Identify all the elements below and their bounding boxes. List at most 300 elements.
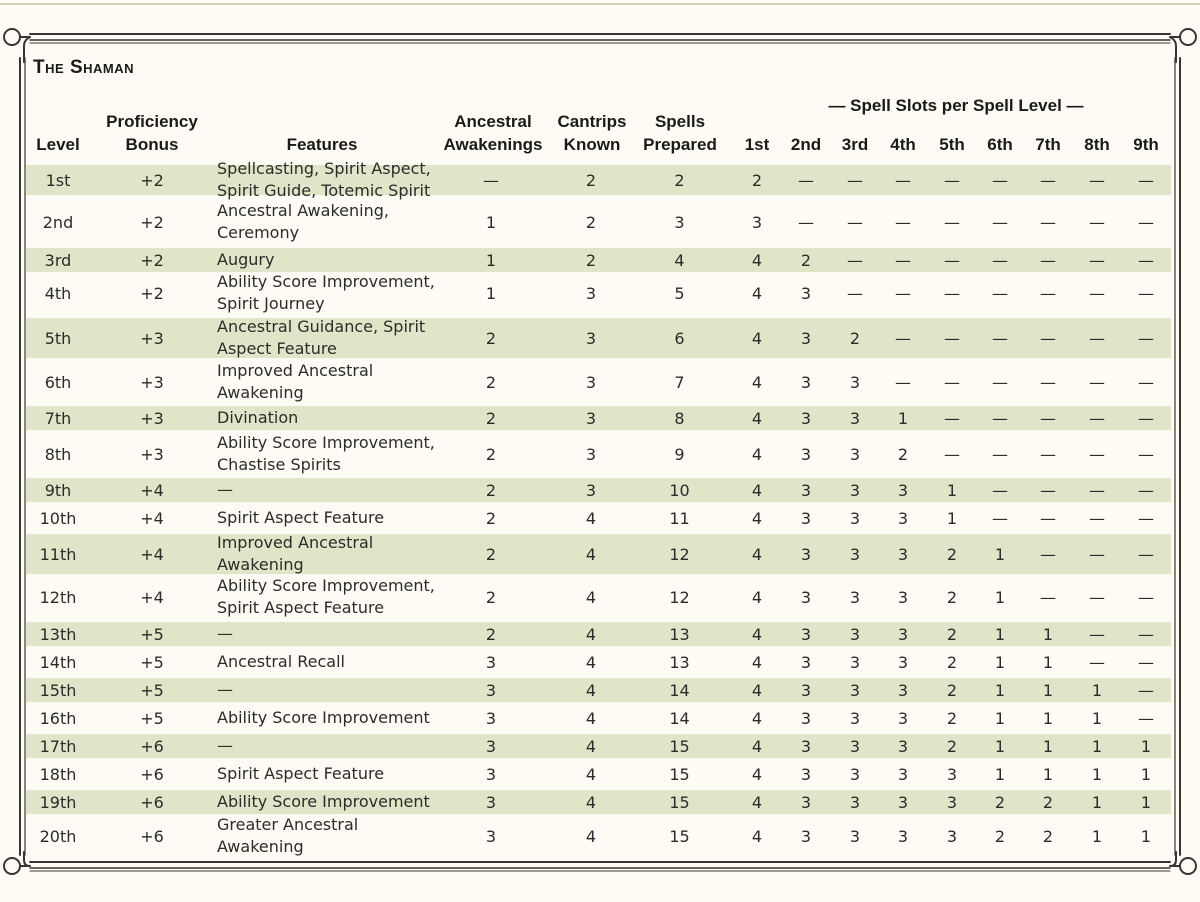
cell-spells: 7 — [674, 372, 685, 392]
cell-slot-1: 4 — [751, 444, 763, 464]
cell-slot-1: 4 — [751, 624, 763, 644]
cell-cantrips: 3 — [585, 480, 597, 500]
cell-spells: 9 — [674, 444, 685, 464]
cell-slot-8: — — [1089, 170, 1105, 190]
cell-slot-4: 3 — [897, 680, 909, 700]
cell-slot-8: — — [1089, 212, 1105, 232]
cell-slot-3: 3 — [849, 408, 861, 428]
cell-cantrips: 4 — [585, 508, 597, 528]
cell-slot-8: 1 — [1091, 792, 1103, 812]
cell-slot-3: 3 — [849, 372, 861, 392]
cell-level: 19th — [39, 792, 77, 812]
cell-ancestral: — — [483, 170, 499, 190]
cell-slot-6: 1 — [994, 652, 1006, 672]
cell-slot-9: — — [1138, 544, 1154, 564]
cell-features: — — [217, 679, 233, 699]
cell-slot-7: — — [1040, 408, 1056, 428]
cell-features: Improved Ancestral Awakening — [217, 532, 374, 574]
cell-cantrips: 2 — [585, 170, 597, 190]
cell-slot-3: 3 — [849, 736, 861, 756]
cell-prof: +3 — [140, 328, 164, 348]
cell-spells: 15 — [669, 792, 690, 812]
cell-slot-7: 1 — [1042, 624, 1054, 644]
table-row — [26, 678, 1171, 702]
cell-cantrips: 4 — [585, 624, 597, 644]
header-features: Features — [286, 135, 358, 154]
cell-cantrips: 3 — [585, 328, 597, 348]
cell-cantrips: 3 — [585, 372, 597, 392]
cell-slot-4: — — [895, 212, 911, 232]
cell-slot-2: 3 — [800, 708, 812, 728]
table-row — [26, 790, 1171, 814]
cell-slot-4: 3 — [897, 764, 909, 784]
cell-prof: +5 — [140, 708, 164, 728]
header-slot-5: 5th — [939, 135, 965, 154]
cell-slot-6: — — [992, 283, 1008, 303]
cell-spells: 14 — [669, 680, 690, 700]
cell-slot-3: 2 — [849, 328, 861, 348]
cell-slot-5: 2 — [946, 736, 958, 756]
cell-slot-7: — — [1040, 170, 1056, 190]
cell-spells: 15 — [669, 826, 690, 846]
cell-prof: +2 — [140, 170, 164, 190]
header-level: Level — [36, 135, 80, 154]
cell-prof: +5 — [140, 624, 164, 644]
cell-slot-3: 3 — [849, 652, 861, 672]
header-slot-8: 8th — [1084, 135, 1110, 154]
cell-cantrips: 2 — [585, 250, 597, 270]
cell-slot-1: 4 — [751, 283, 763, 303]
table-row — [26, 406, 1171, 430]
cell-slot-7: 1 — [1042, 652, 1054, 672]
cell-prof: +6 — [140, 736, 164, 756]
cell-slot-5: 2 — [946, 587, 958, 607]
table-row — [26, 158, 1171, 200]
cell-slot-4: 3 — [897, 826, 909, 846]
cell-slot-5: — — [944, 212, 960, 232]
cell-slot-2: 3 — [800, 652, 812, 672]
cell-slot-1: 4 — [751, 408, 763, 428]
cell-slot-6: 2 — [994, 826, 1006, 846]
cell-prof: +2 — [140, 283, 164, 303]
cell-spells: 12 — [669, 544, 690, 564]
cell-slot-6: 2 — [994, 792, 1006, 812]
cell-slot-9: — — [1138, 408, 1154, 428]
cell-slot-1: 4 — [751, 680, 763, 700]
cell-slot-8: — — [1089, 508, 1105, 528]
cell-slot-6: — — [992, 372, 1008, 392]
cell-level: 20th — [39, 826, 77, 846]
cell-slot-6: — — [992, 212, 1008, 232]
cell-cantrips: 4 — [585, 544, 597, 564]
cell-cantrips: 2 — [585, 212, 597, 232]
table-title: The Shaman — [33, 57, 134, 78]
cell-slot-6: 1 — [994, 544, 1006, 564]
table-row — [26, 318, 1171, 358]
cell-prof: +3 — [140, 372, 164, 392]
cell-slot-9: — — [1138, 170, 1154, 190]
cell-slot-6: — — [992, 170, 1008, 190]
cell-slot-3: 3 — [849, 708, 861, 728]
cell-ancestral: 3 — [485, 792, 497, 812]
cell-level: 4th — [44, 283, 72, 303]
header-slot-4: 4th — [890, 135, 916, 154]
cell-slot-9: — — [1138, 444, 1154, 464]
cell-features: Ability Score Improvement, Spirit Journey — [217, 271, 435, 313]
cell-slot-9: — — [1138, 480, 1154, 500]
cell-slot-4: 2 — [897, 444, 909, 464]
cell-slot-5: 2 — [946, 680, 958, 700]
cell-slot-2: 3 — [800, 444, 812, 464]
cell-slot-8: 1 — [1091, 736, 1103, 756]
table-row — [26, 762, 1171, 786]
cell-ancestral: 3 — [485, 826, 497, 846]
cell-features: Ancestral Guidance, Spirit Aspect Feature — [217, 316, 426, 358]
cell-slot-1: 4 — [751, 250, 763, 270]
cell-prof: +4 — [140, 508, 164, 528]
header-slot-7: 7th — [1035, 135, 1061, 154]
cell-slot-4: 3 — [897, 480, 909, 500]
cell-spells: 3 — [674, 212, 685, 232]
cell-slot-2: 3 — [800, 587, 812, 607]
cell-slot-7: 1 — [1042, 708, 1054, 728]
cell-cantrips: 4 — [585, 736, 597, 756]
cell-slot-7: — — [1040, 544, 1056, 564]
cell-slot-5: 1 — [946, 508, 958, 528]
cell-slot-3: — — [847, 283, 863, 303]
cell-slot-7: — — [1040, 372, 1056, 392]
cell-slot-5: — — [944, 170, 960, 190]
table-row — [26, 534, 1171, 574]
cell-slot-3: 3 — [849, 480, 861, 500]
cell-slot-9: — — [1138, 328, 1154, 348]
cell-slot-6: 1 — [994, 708, 1006, 728]
cell-slot-5: — — [944, 283, 960, 303]
cell-spells: 13 — [669, 624, 690, 644]
cell-slot-4: 3 — [897, 544, 909, 564]
cell-slot-1: 4 — [751, 372, 763, 392]
table-row — [26, 575, 1171, 617]
cell-slot-8: — — [1089, 408, 1105, 428]
cell-ancestral: 3 — [485, 652, 497, 672]
cell-slot-1: 4 — [751, 328, 763, 348]
table-row — [26, 478, 1171, 502]
cell-spells: 8 — [674, 408, 685, 428]
cell-slot-7: — — [1040, 328, 1056, 348]
cell-features: Greater Ancestral Awakening — [217, 814, 359, 856]
cell-slot-5: 2 — [946, 624, 958, 644]
spell-slots-header: — Spell Slots per Spell Level — — [828, 96, 1084, 115]
cell-slot-8: — — [1089, 250, 1105, 270]
cell-slot-3: 3 — [849, 764, 861, 784]
cell-cantrips: 4 — [585, 652, 597, 672]
cell-slot-6: — — [992, 480, 1008, 500]
cell-slot-7: 1 — [1042, 764, 1054, 784]
cell-slot-1: 2 — [751, 170, 763, 190]
cell-ancestral: 3 — [485, 764, 497, 784]
cell-slot-1: 4 — [751, 544, 763, 564]
cell-slot-8: — — [1089, 444, 1105, 464]
cell-slot-3: 3 — [849, 508, 861, 528]
cell-prof: +3 — [140, 408, 164, 428]
cell-slot-2: 3 — [800, 408, 812, 428]
cell-slot-2: 3 — [800, 508, 812, 528]
cell-level: 13th — [39, 624, 77, 644]
cell-slot-9: — — [1138, 708, 1154, 728]
cell-slot-5: 3 — [946, 764, 958, 784]
cell-cantrips: 4 — [585, 587, 597, 607]
cell-prof: +5 — [140, 680, 164, 700]
cell-prof: +4 — [140, 587, 164, 607]
cell-slot-2: 3 — [800, 624, 812, 644]
cell-slot-2: 3 — [800, 736, 812, 756]
cell-ancestral: 3 — [485, 708, 497, 728]
cell-slot-3: 3 — [849, 544, 861, 564]
cell-slot-5: — — [944, 328, 960, 348]
cell-slot-1: 4 — [751, 587, 763, 607]
cell-slot-3: 3 — [849, 680, 861, 700]
cell-prof: +6 — [140, 792, 164, 812]
cell-prof: +5 — [140, 652, 164, 672]
cell-prof: +4 — [140, 480, 164, 500]
cell-slot-8: — — [1089, 587, 1105, 607]
cell-slot-4: 3 — [897, 652, 909, 672]
cell-slot-1: 4 — [751, 480, 763, 500]
cell-slot-5: — — [944, 408, 960, 428]
cell-slot-3: — — [847, 170, 863, 190]
cell-slot-6: 1 — [994, 764, 1006, 784]
cell-cantrips: 4 — [585, 764, 597, 784]
cell-ancestral: 1 — [485, 212, 497, 232]
cell-slot-8: — — [1089, 328, 1105, 348]
cell-slot-7: 2 — [1042, 792, 1054, 812]
cell-slot-5: 1 — [946, 480, 958, 500]
table-row — [26, 502, 1171, 534]
cell-slot-6: 1 — [994, 624, 1006, 644]
cell-slot-9: 1 — [1140, 826, 1152, 846]
header-cantrips: Cantrips Known — [557, 112, 627, 154]
cell-slot-7: — — [1040, 250, 1056, 270]
cell-slot-6: 1 — [994, 736, 1006, 756]
cell-slot-8: — — [1089, 652, 1105, 672]
header-slot-1: 1st — [744, 135, 770, 154]
cell-ancestral: 2 — [485, 587, 497, 607]
cell-slot-8: — — [1089, 372, 1105, 392]
cell-slot-4: 3 — [897, 508, 909, 528]
cell-slot-1: 4 — [751, 826, 763, 846]
cell-slot-2: 3 — [800, 764, 812, 784]
cell-spells: 12 — [669, 587, 690, 607]
cell-slot-7: — — [1040, 508, 1056, 528]
cell-slot-1: 3 — [751, 212, 763, 232]
cell-slot-3: 3 — [849, 792, 861, 812]
cell-level: 8th — [44, 444, 72, 464]
cell-ancestral: 2 — [485, 444, 497, 464]
cell-level: 7th — [44, 408, 72, 428]
cell-slot-1: 4 — [751, 708, 763, 728]
cell-cantrips: 3 — [585, 408, 597, 428]
cell-slot-6: — — [992, 328, 1008, 348]
cell-slot-2: 3 — [800, 328, 812, 348]
cell-slot-9: 1 — [1140, 764, 1152, 784]
header-ancestral: Ancestral Awakenings — [443, 112, 543, 154]
cell-features: Ability Score Improvement — [217, 791, 430, 811]
cell-features: — — [217, 623, 233, 643]
cell-features: Augury — [217, 249, 275, 269]
cell-slot-9: — — [1138, 508, 1154, 528]
cell-slot-8: — — [1089, 624, 1105, 644]
cell-ancestral: 2 — [485, 544, 497, 564]
cell-prof: +6 — [140, 764, 164, 784]
cell-slot-3: 3 — [849, 444, 861, 464]
cell-features: Ability Score Improvement, Chastise Spirits — [217, 432, 435, 474]
table-row — [26, 434, 1171, 474]
cell-slot-2: 3 — [800, 372, 812, 392]
cell-slot-8: 1 — [1091, 680, 1103, 700]
cell-level: 5th — [44, 328, 72, 348]
cell-features: Spirit Aspect Feature — [217, 763, 385, 783]
cell-prof: +6 — [140, 826, 164, 846]
cell-features: Ability Score Improvement, Spirit Aspect Feature — [217, 575, 435, 617]
header-slot-2: 2nd — [790, 135, 822, 154]
cell-level: 3rd — [44, 250, 72, 270]
cell-slot-5: 2 — [946, 652, 958, 672]
cell-features: Spirit Aspect Feature — [217, 507, 385, 527]
table-row — [26, 622, 1171, 646]
cell-slot-2: — — [798, 170, 814, 190]
cell-slot-1: 4 — [751, 508, 763, 528]
cell-slot-7: 2 — [1042, 826, 1054, 846]
cell-level: 17th — [39, 736, 77, 756]
cell-slot-1: 4 — [751, 652, 763, 672]
cell-slot-9: — — [1138, 587, 1154, 607]
cell-features: — — [217, 479, 233, 499]
cell-slot-1: 4 — [751, 792, 763, 812]
cell-prof: +3 — [140, 444, 164, 464]
cell-slot-4: 3 — [897, 792, 909, 812]
cell-slot-2: 3 — [800, 680, 812, 700]
cell-slot-3: 3 — [849, 624, 861, 644]
cell-level: 1st — [45, 170, 71, 190]
header-proficiency: Proficiency Bonus — [106, 112, 198, 154]
cell-cantrips: 3 — [585, 283, 597, 303]
cell-features: Ancestral Awakening, Ceremony — [217, 200, 389, 242]
cell-slot-8: 1 — [1091, 764, 1103, 784]
cell-slot-2: 3 — [800, 792, 812, 812]
cell-slot-9: — — [1138, 250, 1154, 270]
cell-ancestral: 1 — [485, 283, 497, 303]
cell-slot-7: — — [1040, 480, 1056, 500]
cell-spells: 14 — [669, 708, 690, 728]
cell-cantrips: 4 — [585, 826, 597, 846]
cell-slot-4: 3 — [897, 708, 909, 728]
cell-slot-5: 3 — [946, 792, 958, 812]
cell-slot-9: — — [1138, 624, 1154, 644]
cell-level: 10th — [39, 508, 77, 528]
cell-ancestral: 2 — [485, 372, 497, 392]
cell-slot-3: — — [847, 250, 863, 270]
cell-slot-8: 1 — [1091, 826, 1103, 846]
cell-slot-7: — — [1040, 444, 1056, 464]
cell-slot-2: 3 — [800, 544, 812, 564]
cell-slot-2: — — [798, 212, 814, 232]
cell-cantrips: 4 — [585, 680, 597, 700]
cell-level: 11th — [39, 544, 77, 564]
cell-prof: +2 — [140, 250, 164, 270]
cell-ancestral: 2 — [485, 480, 497, 500]
cell-slot-2: 3 — [800, 826, 812, 846]
cell-slot-9: — — [1138, 680, 1154, 700]
cell-slot-3: 3 — [849, 826, 861, 846]
cell-slot-5: — — [944, 372, 960, 392]
cell-slot-5: 2 — [946, 708, 958, 728]
cell-slot-5: — — [944, 250, 960, 270]
cell-slot-5: — — [944, 444, 960, 464]
cell-slot-4: — — [895, 250, 911, 270]
cell-slot-8: — — [1089, 283, 1105, 303]
header-slot-3: 3rd — [841, 135, 869, 154]
cell-cantrips: 4 — [585, 792, 597, 812]
header-spells: Spells Prepared — [643, 112, 717, 154]
table-row — [26, 734, 1171, 758]
header-slot-6: 6th — [987, 135, 1013, 154]
cell-slot-4: 3 — [897, 624, 909, 644]
cell-spells: 4 — [674, 250, 685, 270]
cell-spells: 10 — [669, 480, 690, 500]
cell-features: Ability Score Improvement — [217, 707, 430, 727]
cell-slot-1: 4 — [751, 764, 763, 784]
cell-features: Ancestral Recall — [217, 651, 345, 671]
cell-slot-4: — — [895, 283, 911, 303]
cell-slot-4: — — [895, 372, 911, 392]
cell-spells: 13 — [669, 652, 690, 672]
table-row — [26, 814, 1171, 858]
cell-slot-2: 3 — [800, 283, 812, 303]
cell-slot-6: 1 — [994, 587, 1006, 607]
cell-ancestral: 2 — [485, 624, 497, 644]
table-row — [26, 202, 1171, 242]
cell-slot-4: — — [895, 170, 911, 190]
cell-slot-7: 1 — [1042, 736, 1054, 756]
cell-level: 14th — [39, 652, 77, 672]
cell-slot-7: — — [1040, 212, 1056, 232]
cell-slot-4: 3 — [897, 587, 909, 607]
cell-slot-8: 1 — [1091, 708, 1103, 728]
table-row — [26, 362, 1171, 402]
cell-slot-6: — — [992, 408, 1008, 428]
cell-level: 16th — [39, 708, 77, 728]
cell-slot-9: — — [1138, 212, 1154, 232]
cell-ancestral: 3 — [485, 736, 497, 756]
cell-level: 12th — [39, 587, 77, 607]
cell-slot-4: — — [895, 328, 911, 348]
table-row — [26, 272, 1171, 314]
cell-slot-6: — — [992, 250, 1008, 270]
cell-spells: 11 — [669, 508, 690, 528]
cell-slot-1: 4 — [751, 736, 763, 756]
cell-ancestral: 1 — [485, 250, 497, 270]
cell-slot-7: — — [1040, 283, 1056, 303]
cell-level: 15th — [39, 680, 77, 700]
cell-level: 6th — [44, 372, 72, 392]
cell-features: Divination — [217, 407, 299, 427]
cell-slot-6: — — [992, 444, 1008, 464]
cell-ancestral: 2 — [485, 328, 497, 348]
cell-cantrips: 4 — [585, 708, 597, 728]
cell-slot-2: 3 — [800, 480, 812, 500]
cell-slot-3: 3 — [849, 587, 861, 607]
table-row — [26, 248, 1171, 272]
